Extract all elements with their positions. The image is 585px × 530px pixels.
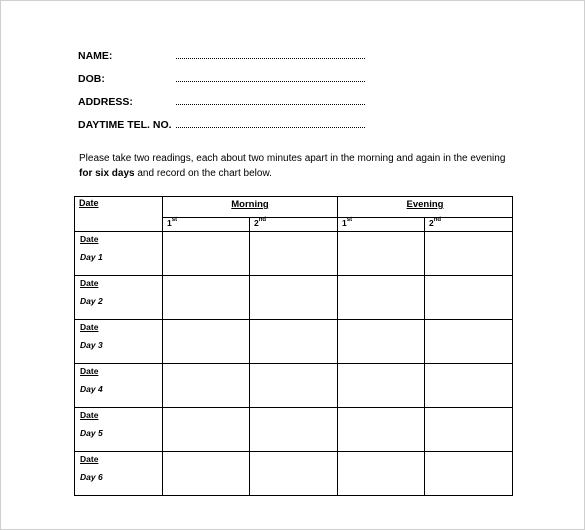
row-label [75, 364, 163, 408]
ordinal-suffix: nd [258, 217, 267, 223]
evening-second-header [425, 218, 513, 232]
instructions-bold: for six days [79, 168, 135, 179]
reading-cell[interactable] [250, 452, 338, 496]
row-day-label: Day 2 [80, 296, 103, 306]
dob-fill-line[interactable] [176, 71, 365, 82]
address-label: ADDRESS: [78, 96, 133, 108]
row-date-label: Date [80, 454, 99, 464]
reading-cell[interactable] [250, 364, 338, 408]
morning-second-header [250, 218, 338, 232]
row-label [75, 320, 163, 364]
row-day-label: Day 4 [80, 384, 103, 394]
morning-header: Morning [163, 197, 338, 218]
readings-table [74, 196, 513, 496]
row-label [75, 276, 163, 320]
reading-cell[interactable] [338, 452, 425, 496]
reading-cell[interactable] [163, 408, 250, 452]
row-label [75, 408, 163, 452]
ordinal-suffix: st [346, 217, 353, 223]
row-day-label: Day 6 [80, 472, 103, 482]
row-day-label: Day 3 [80, 340, 103, 350]
row-date-label: Date [80, 234, 99, 244]
ordinal-suffix: st [171, 217, 178, 223]
row-label [75, 232, 163, 276]
instructions-line2: and record on the chart below. [134, 168, 272, 179]
table-row [75, 408, 513, 452]
reading-cell[interactable] [338, 276, 425, 320]
reading-cell[interactable] [338, 232, 425, 276]
reading-cell[interactable] [425, 320, 513, 364]
reading-cell[interactable] [338, 364, 425, 408]
reading-cell[interactable] [338, 320, 425, 364]
table-row [75, 276, 513, 320]
table-row [75, 364, 513, 408]
reading-cell[interactable] [163, 276, 250, 320]
row-label [75, 452, 163, 496]
name-label: NAME: [78, 50, 113, 62]
row-date-label: Date [80, 278, 99, 288]
table-row [75, 320, 513, 364]
row-day-label: Day 1 [80, 252, 103, 262]
reading-cell[interactable] [425, 408, 513, 452]
reading-cell[interactable] [425, 276, 513, 320]
morning-first-header [163, 218, 250, 232]
reading-cell[interactable] [425, 364, 513, 408]
row-date-label: Date [80, 366, 99, 376]
table-row [75, 452, 513, 496]
address-fill-line[interactable] [176, 94, 365, 105]
tel-fill-line[interactable] [176, 117, 365, 128]
row-date-label: Date [80, 410, 99, 420]
reading-cell[interactable] [250, 276, 338, 320]
instructions-line1: Please take two readings, each about two minutes apart in the morning and again in the evening [79, 153, 506, 164]
reading-cell[interactable] [163, 232, 250, 276]
reading-cell[interactable] [250, 408, 338, 452]
ordinal-suffix: nd [433, 217, 442, 223]
ordinal-number: 1 [167, 218, 172, 228]
row-date-label: Date [80, 322, 99, 332]
reading-cell[interactable] [163, 364, 250, 408]
dob-label: DOB: [78, 73, 105, 85]
reading-cell[interactable] [250, 320, 338, 364]
row-day-label: Day 5 [80, 428, 103, 438]
table-header-row [75, 197, 513, 218]
ordinal-number: 1 [342, 218, 347, 228]
table-row [75, 232, 513, 276]
ordinal-number: 2 [254, 218, 259, 228]
tel-label: DAYTIME TEL. NO. [78, 119, 172, 131]
date-column-header: Date [75, 197, 163, 232]
reading-cell[interactable] [163, 320, 250, 364]
name-fill-line[interactable] [176, 48, 365, 59]
reading-cell[interactable] [163, 452, 250, 496]
instructions-text [79, 151, 529, 181]
evening-first-header [338, 218, 425, 232]
reading-cell[interactable] [250, 232, 338, 276]
reading-cell[interactable] [425, 232, 513, 276]
ordinal-number: 2 [429, 218, 434, 228]
reading-cell[interactable] [425, 452, 513, 496]
reading-cell[interactable] [338, 408, 425, 452]
evening-header: Evening [338, 197, 513, 218]
